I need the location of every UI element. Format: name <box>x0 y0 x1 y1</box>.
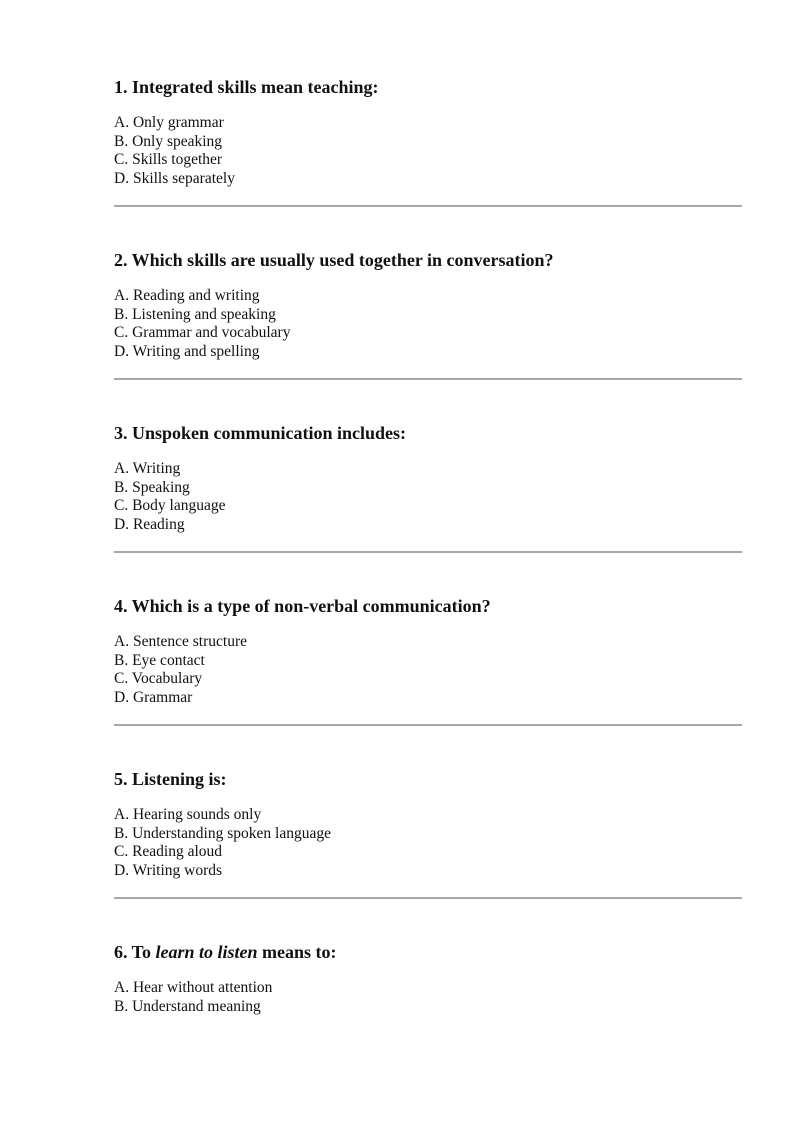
question-divider <box>114 205 742 207</box>
question-title-italic: learn to listen <box>155 942 258 962</box>
question-6 <box>114 941 742 1016</box>
question-3 <box>114 422 742 553</box>
answer-option-a: A. Hearing sounds only <box>114 806 262 823</box>
answer-option-a: A. Sentence structure <box>114 633 247 650</box>
answer-option-c: C. Vocabulary <box>114 670 203 688</box>
answer-option-b: B. Understanding spoken language <box>114 824 331 842</box>
answer-options <box>114 979 742 1016</box>
answer-option-d: D. Skills separately <box>114 169 235 187</box>
question-1 <box>114 76 742 207</box>
answer-option-d: D. Writing and spelling <box>114 342 260 360</box>
question-title: 1. Integrated skills mean teaching: <box>114 77 379 97</box>
question-5 <box>114 768 742 899</box>
answer-options <box>114 460 742 534</box>
answer-option-a: A. Writing <box>114 460 181 477</box>
answer-option-c: C. Grammar and vocabulary <box>114 324 291 342</box>
question-title-suffix: means to: <box>257 942 337 962</box>
question-4 <box>114 595 742 726</box>
question-2 <box>114 249 742 380</box>
answer-option-d: D. Writing words <box>114 861 223 879</box>
answer-option-a: A. Only grammar <box>114 114 224 131</box>
answer-option-b: B. Listening and speaking <box>114 305 276 323</box>
question-title: 5. Listening is: <box>114 769 227 789</box>
question-title-prefix: 6. To <box>114 942 156 962</box>
answer-option-c: C. Skills together <box>114 151 223 169</box>
answer-option-b: B. Eye contact <box>114 651 205 669</box>
answer-option-d: D. Reading <box>114 515 185 533</box>
question-divider <box>114 378 742 380</box>
question-divider <box>114 724 742 726</box>
question-divider <box>114 551 742 553</box>
answer-option-d: D. Grammar <box>114 688 193 706</box>
answer-options <box>114 806 742 880</box>
answer-option-c: C. Body language <box>114 497 226 515</box>
answer-option-a: A. Reading and writing <box>114 287 260 304</box>
answer-option-b: B. Understand meaning <box>114 997 261 1015</box>
answer-option-c: C. Reading aloud <box>114 843 223 861</box>
question-title: 2. Which skills are usually used together in conversation? <box>114 250 554 270</box>
question-title: 4. Which is a type of non-verbal communication? <box>114 596 491 616</box>
answer-options <box>114 633 742 707</box>
answer-options <box>114 114 742 188</box>
answer-option-b: B. Speaking <box>114 478 190 496</box>
question-title <box>114 941 742 963</box>
question-title: 3. Unspoken communication includes: <box>114 423 407 443</box>
answer-option-a: A. Hear without attention <box>114 979 273 996</box>
question-divider <box>114 897 742 899</box>
answer-option-b: B. Only speaking <box>114 132 223 150</box>
answer-options <box>114 287 742 361</box>
